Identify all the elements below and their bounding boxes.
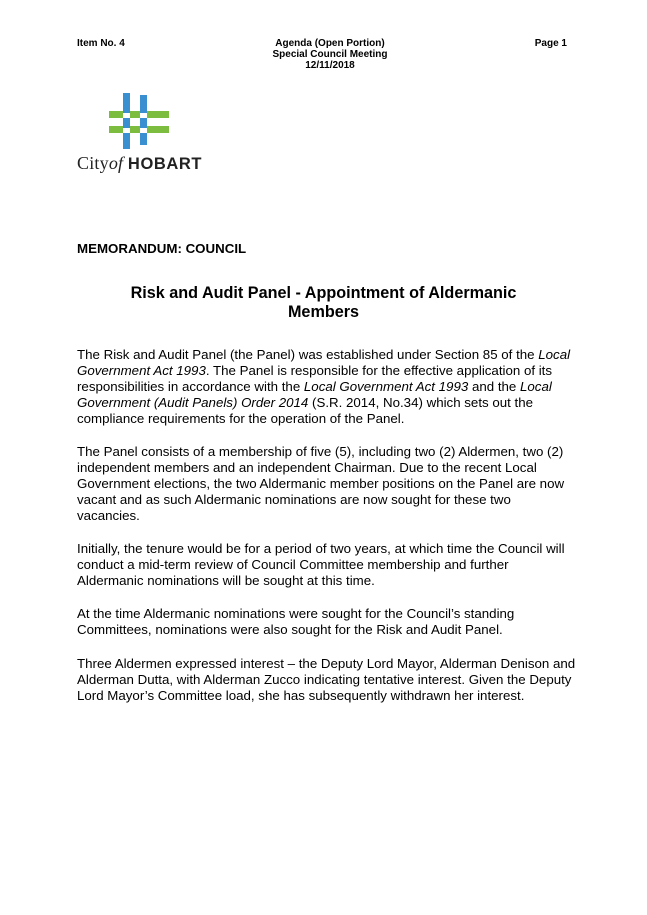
header-item-number: Item No. 4 [77,38,125,49]
p1-text-c: . The Panel is responsible for the effective application of its responsibilities in accordance with the [77,362,553,394]
document-title [90,284,557,322]
p1-text-e: and the [468,378,521,394]
p1-text-g: (S.R. 2014, No.34) which sets out the compliance requirements for the operation of the Panel. [77,394,534,426]
hobart-cross-logo-icon [109,93,171,149]
logo-of: of [108,153,124,173]
header-agenda-portion: Agenda (Open Portion) [275,38,385,49]
title-line-2: Members [287,303,360,321]
header-agenda [230,38,430,71]
paragraph-expressions-of-interest: Three Aldermen expressed interest – the Deputy Lord Mayor, Alderman Denison and Alderman Dutta, with Alderman Zucco indicating tentative interest. Given the Deputy Lord Mayor’s Committee load, she has subsequently withdrawn her interest. [77,656,576,703]
logo-hobart: HOBART [127,155,203,173]
city-of-hobart-logo [77,90,202,180]
header-page-number: Page 1 [534,38,567,49]
paragraph-panel-membership: The Panel consists of a membership of five (5), including two (2) Aldermen, two (2) independent members and an independent Chairman. Due to the recent Local Government elections, the two Aldermanic member positions on the Panel are now vacant and as such Aldermanic nominations are now sought for these two vacancies. [77,444,565,523]
p1-order-name: Local Government (Audit Panels) Order 2014 [77,378,552,410]
logo-wordmark [77,153,202,174]
p1-act-name: Local Government Act 1993 [77,347,571,378]
paragraph-panel-establishment [77,347,577,427]
paragraph-tenure: Initially, the tenure would be for a period of two years, at which time the Council will conduct a mid-term review of Council Committee membership and further Aldermanic nominations will be sought at this time. [77,541,565,588]
p1-text-a: The Risk and Audit Panel (the Panel) was established under Section 85 of the [77,347,539,362]
header-meeting-name: Special Council Meeting [272,49,388,60]
p1-act-name-2: Local Government Act 1993 [303,378,469,394]
paragraph-nominations: At the time Aldermanic nominations were sought for the Council’s standing Committees, nominations were also sought for the Risk and Audit Panel. [77,606,515,637]
title-line-1: Risk and Audit Panel - Appointment of Aldermanic [130,284,517,302]
memorandum-heading: MEMORANDUM: COUNCIL [77,241,247,256]
logo-city: City [77,153,109,173]
header-meeting-date: 12/11/2018 [305,60,355,71]
